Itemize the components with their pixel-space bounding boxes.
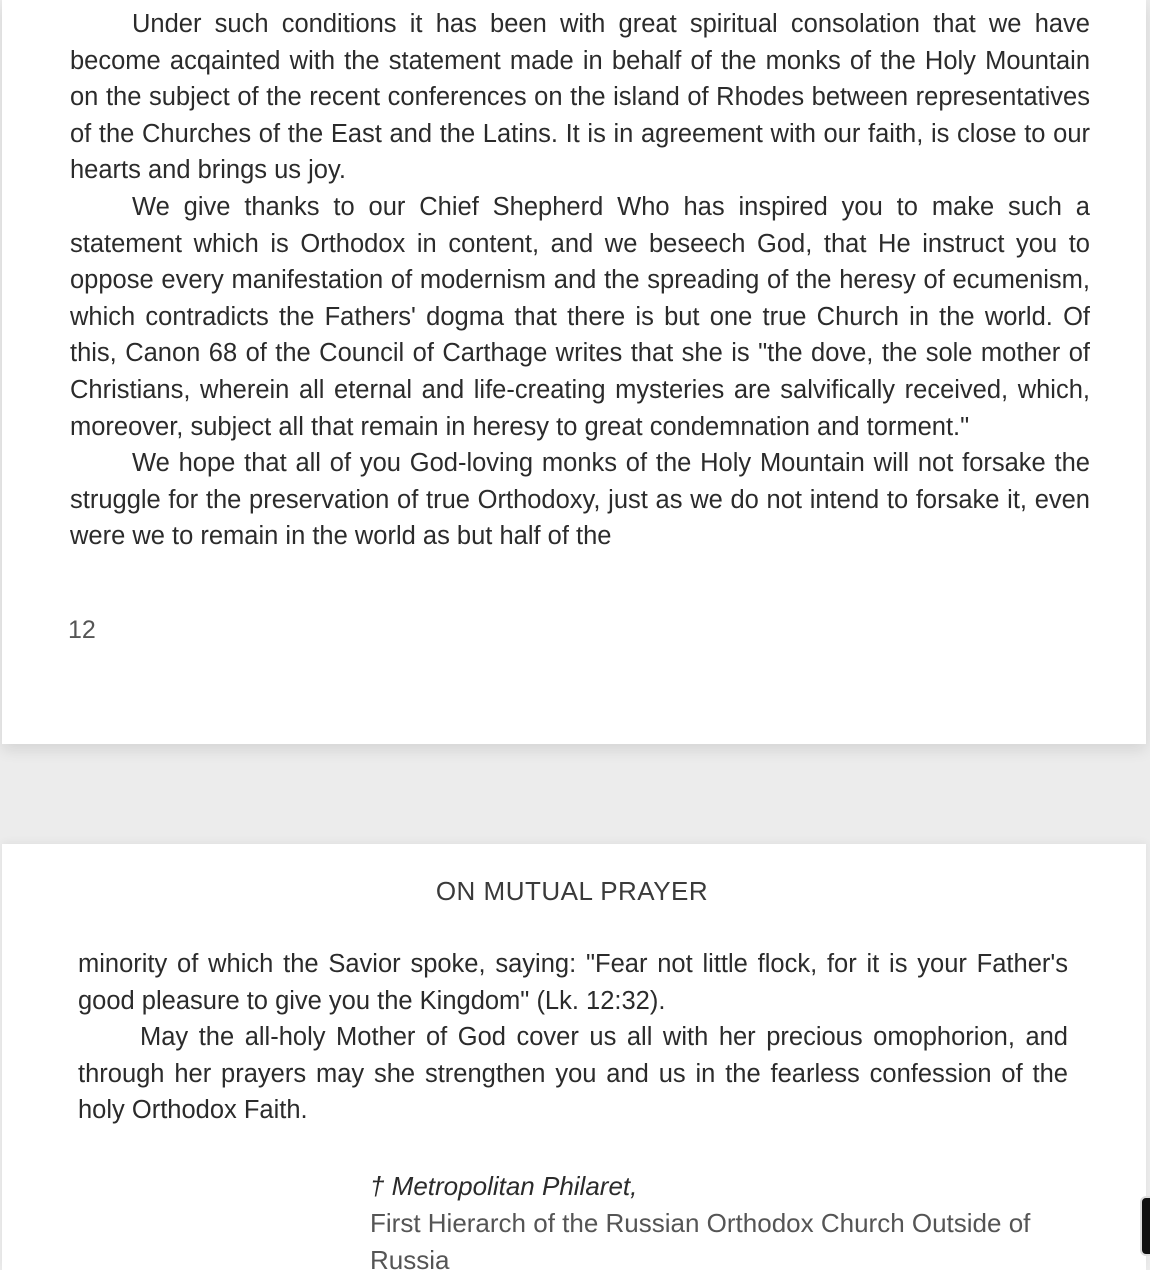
signature-block (370, 1168, 1090, 1270)
paragraph-1: Under such conditions it has been with great spiritual consolation that we have become acqainted with the statement made in behalf of the monks of the Holy Mountain on the subject of the recent conferences on the island of Rhodes between representatives of the Churches of the East and the Latins. It is in agreement with our faith, is close to our hearts and brings us joy. (70, 10, 1090, 185)
paragraph-blessing: May the all-holy Mother of God cover us all with her precious omophorion, and through her prayers may she strengthen you and us in the fearless confession of the holy Orthodox Faith. (78, 1023, 1068, 1125)
page-13-body (78, 946, 1068, 1129)
page-number: 12 (68, 616, 96, 644)
paragraph-3: We hope that all of you God-loving monks of the Holy Mountain will not forsake the struggle for the preservation of true Orthodoxy, just as we do not intend to forsake it, even were we to remain in the world as but half of the (70, 449, 1090, 551)
paragraph-2: We give thanks to our Chief Shepherd Who has inspired you to make such a statement which is Orthodox in content, and we beseech God, that He instruct you to oppose every manifestation of modernism and the spreading of the heresy of ecumenism, which contradicts the Fathers' dogma that there is but one true Church in the world. Of this, Canon 68 of the Council of Carthage writes that she is "the dove, the sole mother of Christians, wherein all eternal and life-creating mysteries are salvifically received, which, moreover, subject all that remain in heresy to great condemnation and torment." (70, 192, 1090, 441)
paragraph-continued: minority of which the Savior spoke, saying: "Fear not little flock, for it is your Father's good pleasure to give you the Kingdom" (Lk. 12:32). (78, 950, 1068, 1015)
scroll-handle[interactable] (1140, 1196, 1150, 1256)
signature-name: † Metropolitan Philaret, (370, 1171, 638, 1201)
running-head: ON MUTUAL PRAYER (435, 876, 709, 906)
signature-title: First Hierarch of the Russian Orthodox Church Outside of Russia (370, 1208, 1031, 1270)
page-12-body (70, 6, 1090, 555)
